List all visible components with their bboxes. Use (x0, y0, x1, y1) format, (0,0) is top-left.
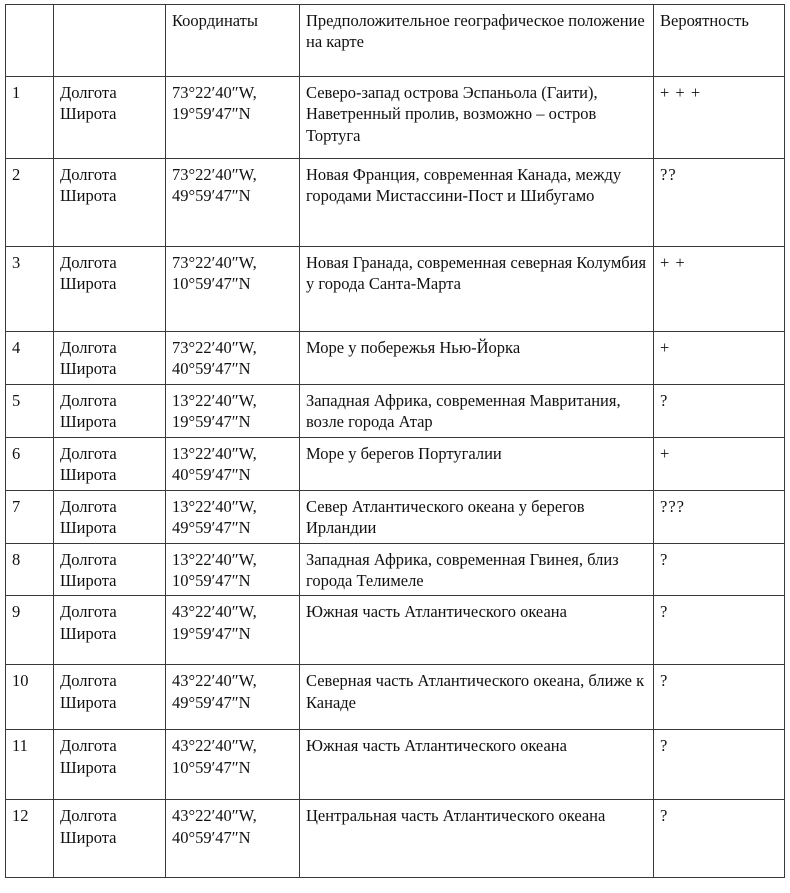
row-axis-label-cell (54, 384, 166, 437)
coordinates-cell (166, 384, 300, 437)
longitude-label: Долгота (60, 806, 117, 826)
coordinates-table (5, 4, 785, 878)
row-axis-label-cell (54, 332, 166, 385)
longitude-value: 73°22′40″W, (172, 83, 257, 102)
longitude-label: Долгота (60, 602, 117, 622)
row-axis-label-cell (54, 730, 166, 800)
latitude-value: 49°59′47″N (172, 186, 251, 206)
latitude-value: 10°59′47″N (172, 274, 251, 294)
coordinates-cell (166, 159, 300, 247)
latitude-value: 40°59′47″N (172, 359, 251, 379)
coordinates-cell (166, 437, 300, 490)
row-number-cell: 5 (6, 384, 54, 437)
longitude-value: 43°22′40″W, (172, 602, 257, 622)
probability-cell: ? (654, 800, 785, 878)
longitude-value: 13°22′40″W, (172, 390, 257, 410)
coordinates-cell (166, 490, 300, 543)
longitude-value: 73°22′40″W, (172, 253, 257, 272)
row-axis-label-cell (54, 800, 166, 878)
table-row (6, 543, 785, 596)
longitude-label: Долгота (60, 165, 117, 184)
longitude-label: Долгота (60, 338, 117, 357)
description-cell: Север Атлантического океана у берегов Ирландии (300, 490, 654, 543)
description-cell: Новая Франция, современная Канада, между городами Мистассини-Пост и Шибугамо (300, 159, 654, 247)
row-axis-label-cell (54, 159, 166, 247)
latitude-label: Широта (60, 827, 117, 847)
coordinates-cell (166, 596, 300, 665)
latitude-label: Широта (60, 465, 117, 485)
table-row (6, 665, 785, 730)
row-number-cell: 4 (6, 332, 54, 385)
coordinates-cell (166, 730, 300, 800)
table-row (6, 77, 785, 159)
table-row (6, 384, 785, 437)
longitude-label: Долгота (60, 253, 117, 272)
coordinates-cell (166, 665, 300, 730)
latitude-label: Широта (60, 757, 117, 777)
table-row (6, 159, 785, 247)
latitude-value: 40°59′47″N (172, 465, 251, 485)
latitude-value: 10°59′47″N (172, 757, 251, 777)
row-axis-label-cell (54, 665, 166, 730)
probability-cell: ? (654, 665, 785, 730)
longitude-label: Долгота (60, 736, 117, 756)
row-number-cell: 10 (6, 665, 54, 730)
probability-cell: ? (654, 384, 785, 437)
latitude-value: 19°59′47″N (172, 104, 251, 124)
latitude-label: Широта (60, 186, 117, 206)
description-cell: Северная часть Атлантического океана, ближе к Канаде (300, 665, 654, 730)
probability-cell: + (654, 437, 785, 490)
row-axis-label-cell (54, 77, 166, 159)
header-cell-description: Предположительное географическое положение на карте (300, 5, 654, 77)
row-number-cell: 2 (6, 159, 54, 247)
latitude-label: Широта (60, 359, 117, 379)
longitude-label: Долгота (60, 496, 117, 516)
coordinates-cell (166, 332, 300, 385)
row-axis-label-cell (54, 596, 166, 665)
probability-cell: + (654, 332, 785, 385)
longitude-value: 73°22′40″W, (172, 338, 257, 357)
row-axis-label-cell (54, 437, 166, 490)
probability-cell: ? (654, 596, 785, 665)
header-cell-probability: Вероятность (654, 5, 785, 77)
coordinates-cell (166, 800, 300, 878)
table-row (6, 332, 785, 385)
row-number-cell: 8 (6, 543, 54, 596)
longitude-value: 13°22′40″W, (172, 496, 257, 516)
row-number-cell: 12 (6, 800, 54, 878)
latitude-value: 40°59′47″N (172, 827, 251, 847)
table-row (6, 490, 785, 543)
row-axis-label-cell (54, 490, 166, 543)
row-number-cell: 6 (6, 437, 54, 490)
description-cell: Море у берегов Португалии (300, 437, 654, 490)
description-cell: Западная Африка, современная Гвинея, близ города Телимеле (300, 543, 654, 596)
table-row (6, 730, 785, 800)
latitude-label: Широта (60, 274, 117, 294)
longitude-value: 13°22′40″W, (172, 549, 257, 569)
latitude-value: 49°59′47″N (172, 518, 251, 538)
longitude-value: 43°22′40″W, (172, 736, 257, 756)
row-axis-label-cell (54, 247, 166, 332)
row-number-cell: 11 (6, 730, 54, 800)
latitude-label: Широта (60, 692, 117, 712)
description-cell: Южная часть Атлантического океана (300, 730, 654, 800)
latitude-label: Широта (60, 570, 117, 590)
probability-cell: ??? (654, 490, 785, 543)
row-number-cell: 7 (6, 490, 54, 543)
probability-cell: ? (654, 543, 785, 596)
probability-cell: + + + (654, 77, 785, 159)
table-header-row (6, 5, 785, 77)
description-cell: Новая Гранада, современная северная Колумбия у города Санта-Марта (300, 247, 654, 332)
description-cell: Северо-запад острова Эспаньола (Гаити), Наветренный пролив, возможно – остров Тортуга (300, 77, 654, 159)
longitude-value: 43°22′40″W, (172, 806, 257, 826)
latitude-label: Широта (60, 104, 117, 124)
latitude-label: Широта (60, 412, 117, 432)
latitude-value: 19°59′47″N (172, 623, 251, 643)
latitude-value: 19°59′47″N (172, 412, 251, 432)
table-row (6, 247, 785, 332)
longitude-label: Долгота (60, 390, 117, 410)
latitude-value: 49°59′47″N (172, 692, 251, 712)
table-row (6, 437, 785, 490)
description-cell: Западная Африка, современная Мавритания, возле города Атар (300, 384, 654, 437)
row-number-cell: 1 (6, 77, 54, 159)
row-number-cell: 9 (6, 596, 54, 665)
latitude-value: 10°59′47″N (172, 570, 251, 590)
coordinates-cell (166, 543, 300, 596)
longitude-value: 13°22′40″W, (172, 443, 257, 463)
longitude-value: 43°22′40″W, (172, 671, 257, 691)
longitude-label: Долгота (60, 443, 117, 463)
probability-cell: ?? (654, 159, 785, 247)
row-axis-label-cell (54, 543, 166, 596)
probability-cell: ? (654, 730, 785, 800)
description-cell: Море у побережья Нью-Йорка (300, 332, 654, 385)
longitude-value: 73°22′40″W, (172, 165, 257, 184)
header-cell-number (6, 5, 54, 77)
longitude-label: Долгота (60, 671, 117, 691)
coordinates-cell (166, 247, 300, 332)
table-row (6, 800, 785, 878)
row-number-cell: 3 (6, 247, 54, 332)
table-row (6, 596, 785, 665)
longitude-label: Долгота (60, 83, 117, 102)
latitude-label: Широта (60, 623, 117, 643)
header-cell-coordinates: Координаты (166, 5, 300, 77)
coordinates-cell (166, 77, 300, 159)
probability-cell: + + (654, 247, 785, 332)
description-cell: Центральная часть Атлантического океана (300, 800, 654, 878)
latitude-label: Широта (60, 518, 117, 538)
longitude-label: Долгота (60, 549, 117, 569)
header-cell-label (54, 5, 166, 77)
description-cell: Южная часть Атлантического океана (300, 596, 654, 665)
